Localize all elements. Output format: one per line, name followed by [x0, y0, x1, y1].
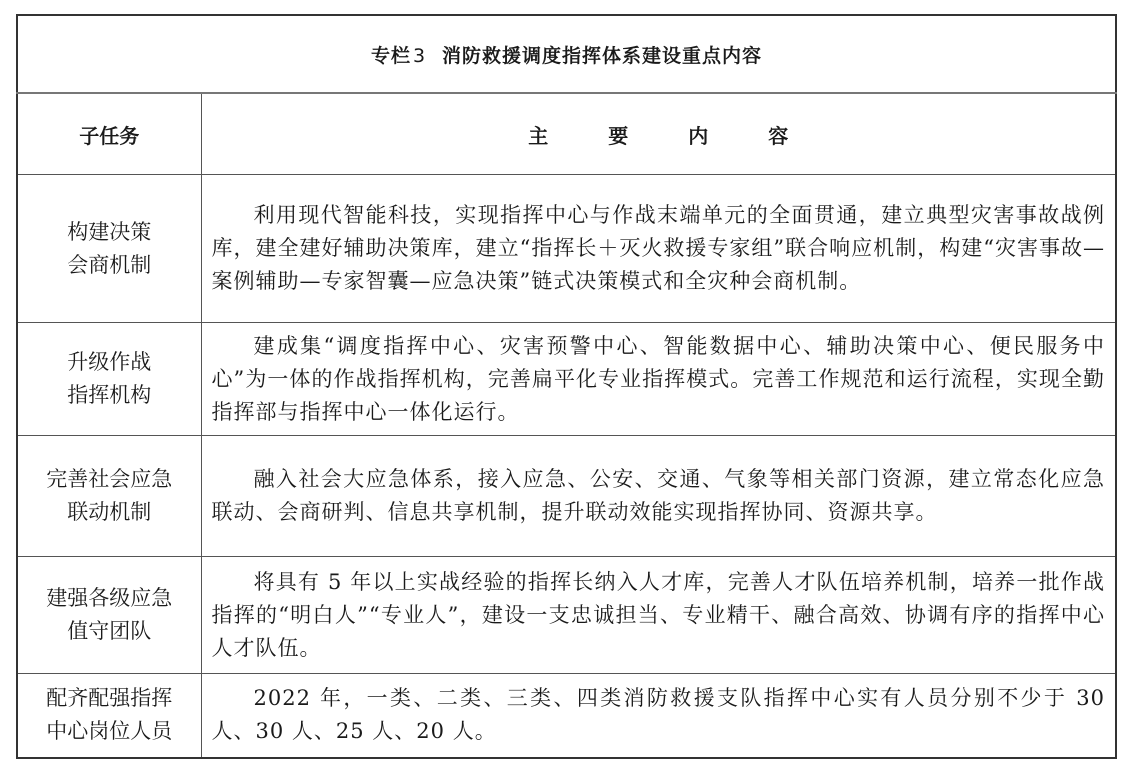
subtask-cell: 完善社会应急 联动机制: [17, 436, 201, 557]
table-row: [17, 557, 1116, 674]
title-prefix: 专栏: [370, 44, 411, 67]
title-number: 3: [412, 44, 427, 67]
content-cell: 将具有 5 年以上实战经验的指挥长纳入人才库，完善人才队伍培养机制，培养一批作战指挥的“明白人”“专业人”，建设一支忠诚担当、专业精干、融合高效、协调有序的指挥中心人才队伍。: [201, 557, 1116, 674]
subtask-cell: 升级作战 指挥机构: [17, 323, 201, 436]
content-cell: 利用现代智能科技，实现指挥中心与作战末端单元的全面贯通，建立典型灾害事故战例库，建全建好辅助决策库，建立“指挥长＋灭火救援专家组”联合响应机制，构建“灾害事故—案例辅助—专家智囊—应急决策”链式决策模式和全灾种会商机制。: [201, 175, 1116, 323]
title-text: 消防救援调度指挥体系建设重点内容: [442, 44, 763, 67]
content-cell: 融入社会大应急体系，接入应急、公安、交通、气象等相关部门资源，建立常态化应急联动、会商研判、信息共享机制，提升联动效能实现指挥协同、资源共享。: [201, 436, 1116, 557]
header-subtask: 子任务: [17, 93, 201, 175]
subtask-cell: 建强各级应急 值守团队: [17, 557, 201, 674]
table-row: [17, 323, 1116, 436]
title-row: [17, 15, 1116, 93]
table-title: [17, 15, 1116, 93]
content-cell: 建成集“调度指挥中心、灾害预警中心、智能数据中心、辅助决策中心、便民服务中心”为一体的作战指挥机构，完善扁平化专业指挥模式。完善工作规范和运行流程，实现全勤指挥部与指挥中心一体化运行。: [201, 323, 1116, 436]
table-row: [17, 436, 1116, 557]
header-row: [17, 93, 1116, 175]
content-cell: 2022 年，一类、二类、三类、四类消防救援支队指挥中心实有人员分别不少于 30 人、30 人、25 人、20 人。: [201, 674, 1116, 758]
table-row: [17, 175, 1116, 323]
subtask-cell: 配齐配强指挥 中心岗位人员: [17, 674, 201, 758]
content-table: [16, 14, 1117, 759]
table-row: [17, 674, 1116, 758]
header-main-content: 主 要 内 容: [201, 93, 1116, 175]
subtask-cell: 构建决策 会商机制: [17, 175, 201, 323]
